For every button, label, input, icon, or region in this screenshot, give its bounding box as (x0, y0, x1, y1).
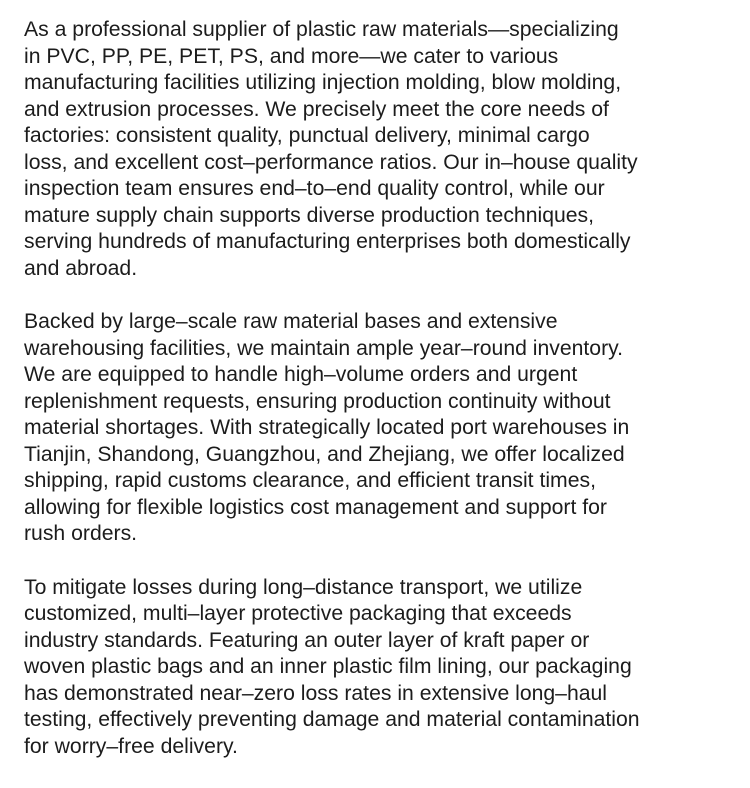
paragraph-inventory-logistics (24, 309, 740, 548)
text-line: warehousing facilities, we maintain ample year–round inventory. (24, 336, 624, 360)
text-line: We are equipped to handle high–volume orders and urgent (24, 363, 578, 386)
text-line: industry standards. Featuring an outer layer of kraft paper or (24, 628, 590, 652)
text-line: and abroad. (24, 256, 138, 280)
text-line: replenishment requests, ensuring production continuity without (24, 389, 611, 413)
paragraph-packaging (24, 575, 740, 761)
text-line: and extrusion processes. We precisely meet the core needs of (24, 97, 609, 121)
text-line: testing, effectively preventing damage and material contamination (24, 708, 640, 731)
text-line: for worry–free delivery. (24, 734, 238, 758)
text-line: customized, multi–layer protective packaging that exceeds (24, 602, 572, 625)
text-line: material shortages. With strategically located port warehouses in (24, 416, 630, 439)
text-line: To mitigate losses during long–distance transport, we utilize (24, 575, 583, 599)
text-line: in PVC, PP, PE, PET, PS, and more—we cater to various (24, 44, 559, 68)
text-line: mature supply chain supports diverse production techniques, (24, 203, 595, 227)
text-line: has demonstrated near–zero loss rates in extensive long–haul (24, 681, 608, 705)
text-line: Backed by large–scale raw material bases and extensive (24, 310, 558, 333)
text-line: woven plastic bags and an inner plastic film lining, our packaging (24, 655, 632, 678)
text-line: As a professional supplier of plastic raw materials—specializing (24, 18, 619, 41)
text-line: shipping, rapid customs clearance, and efficient transit times, (24, 469, 596, 492)
document-body (24, 17, 740, 787)
text-line: serving hundreds of manufacturing enterprises both domestically (24, 230, 631, 253)
text-line: manufacturing facilities utilizing injection molding, blow molding, (24, 71, 622, 94)
text-line: Tianjin, Shandong, Guangzhou, and Zhejiang, we offer localized (24, 442, 625, 466)
text-line: factories: consistent quality, punctual delivery, minimal cargo (24, 124, 590, 147)
text-line: allowing for flexible logistics cost management and support for (24, 495, 607, 519)
text-line: loss, and excellent cost–performance ratios. Our in–house quality (24, 150, 638, 174)
paragraph-supplier-overview (24, 17, 740, 282)
text-line: rush orders. (24, 522, 138, 545)
text-line: inspection team ensures end–to–end quality control, while our (24, 177, 605, 200)
